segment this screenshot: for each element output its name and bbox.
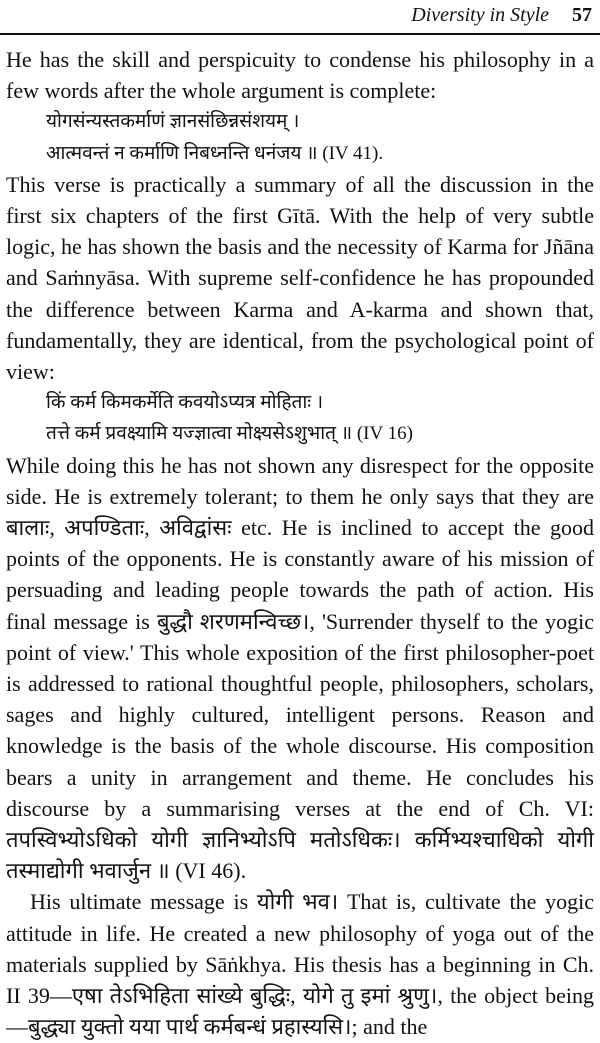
page-body bbox=[6, 44, 594, 1043]
running-header bbox=[411, 2, 592, 28]
paragraph-4: His ultimate message is योगी भव। That is, cultivate the yogic attitude in life. He created a new philosophy of yoga out of the materials supplied by Sāṅkhya. His thesis has a beginning in Ch. II 39—एषा तेऽभिहिता सांख्ये बुद्धिः, योगे तु इमां श्रुणु।, the object being—बुद्ध्या युक्तो यया पार्थ कर्मबन्धं प्रहास्यसि।; and the bbox=[6, 889, 594, 1040]
running-title: Diversity in Style bbox=[411, 4, 549, 26]
verse-1-line-1: योगसंन्यस्तकर्माणं ज्ञानसंछिन्नसंशयम् । bbox=[46, 111, 300, 133]
paragraph-3: While doing this he has not shown any disrespect for the opposite side. He is extremely tolerant; to them he only says that they are बालाः, अपण्डिताः, अविद्वांसः etc. He is inclined to accept the good points of the opponents. He is constantly aware of his mission of persuading and leading people towards the path of action. His final message is बुद्धौ शरणमन्विच्छ।, 'Surrender thyself to the yogic point of view.' This whole exposition of the first philosopher-poet is addressed to rational thoughtful people, philosophers, scholars, sages and highly cultured, intelligent persons. Reason and knowledge is the basis of the whole discourse. His composition bears a unity in arrangement and theme. He concludes his discourse by a summarising verses at the end of Ch. VI: तपस्विभ्योऽधिको योगी ज्ञानिभ्योऽपि मतोऽधिकः। कर्मिभ्यश्चाधिको योगी तस्माद्योगी भवार्जुन ॥ (VI 46). bbox=[6, 452, 594, 884]
verse-2-line-2: तत्ते कर्म प्रवक्ष्यामि यज्ज्ञात्वा मोक्ष्यसेऽशुभात् ॥ (IV 16) bbox=[46, 423, 413, 445]
header-rule bbox=[0, 33, 600, 35]
page-number: 57 bbox=[572, 4, 592, 26]
paragraph-1: He has the skill and perspicuity to condense his philosophy in a few words after the whole argument is complete: bbox=[6, 47, 594, 104]
paragraph-2: This verse is practically a summary of all the discussion in the first six chapters of the first Gītā. With the help of very subtle logic, he has shown the basis and the necessity of Karma for Jñāna and Saṁnyāsa. With supreme self-confidence he has propounded the difference between Karma and A-karma and shown that, fundamentally, they are identical, from the psychological point of view: bbox=[6, 171, 594, 385]
verse-1-line-2: आत्मवन्तं न कर्माणि निबध्नन्ति धनंजय ॥ (IV 41). bbox=[46, 142, 384, 164]
verse-2-line-1: किं कर्म किमकर्मेति कवयोऽप्यत्र मोहिताः । bbox=[46, 392, 324, 414]
